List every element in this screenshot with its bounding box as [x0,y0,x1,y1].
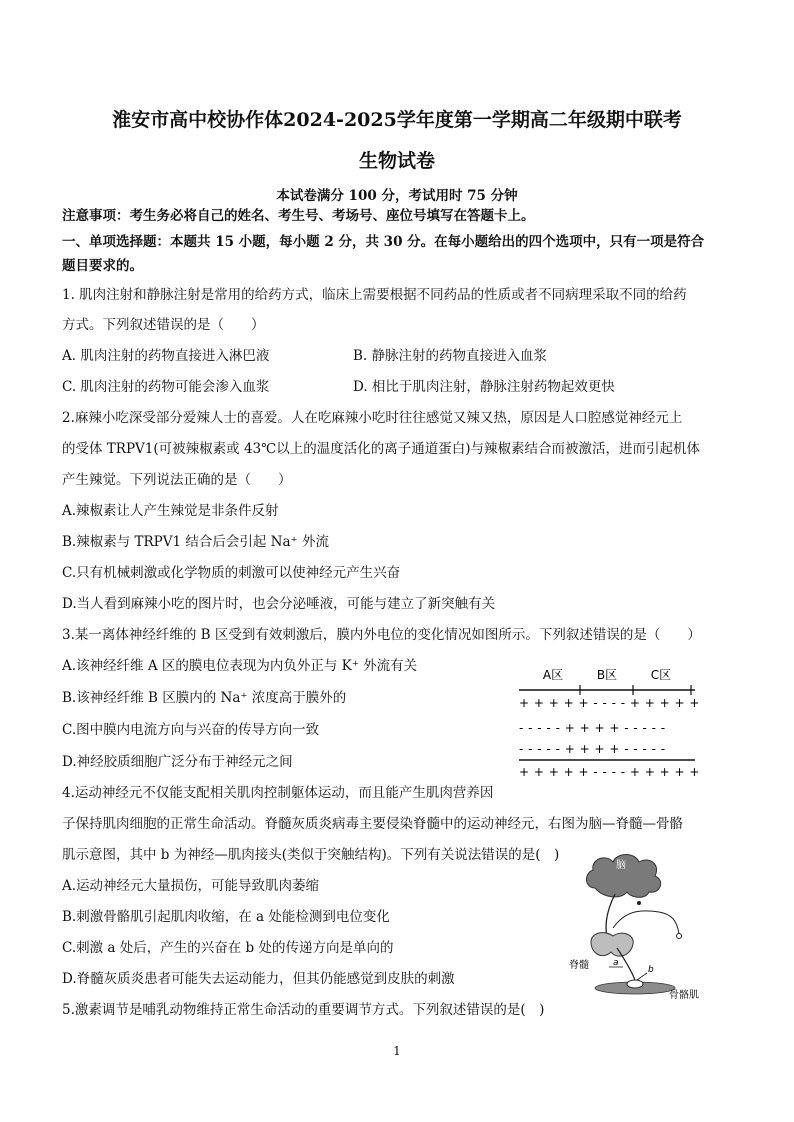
skin-receptor [677,934,682,939]
q1-stem-line2: 方式。下列叙述错误的是（ ） [62,317,265,333]
subject-title: 生物试卷 [358,150,435,172]
nerve-fiber-figure [515,665,700,780]
neuromuscular-junction [627,980,643,988]
spinal-cord-shape [591,933,633,957]
point-b-label: b [648,965,654,975]
brain-label: 脑 [616,860,626,871]
q5-stem-line1: 5.激素调节是哺乳动物维持正常生命活动的重要调节方式。下列叙述错误的是( ) [62,1002,545,1018]
q4-stem-line2: 子保持肌肉细胞的正常生命活动。脊髓灰质炎病毒主要侵染脊髓中的运动神经元，右图为脑—脊髓—骨骼 [62,816,683,832]
charge-row-4: + + + + + - - - - + + + + + [519,765,700,779]
pointer-b [637,973,647,980]
brain-spinal-muscle-figure [555,848,705,1003]
q4-option-b: B.刺激骨骼肌引起肌肉收缩，在 a 处能检测到电位变化 [62,909,390,925]
q2-stem-line1: 2.麻辣小吃深受部分爱辣人士的喜爱。人在吃麻辣小吃时往往感觉又辣又热，原因是人口腔感觉神经元上 [62,410,683,426]
q4-option-a: A.运动神经元大量损伤，可能导致肌肉萎缩 [62,878,320,894]
q1-stem-line1: 1. 肌肉注射和静脉注射是常用的给药方式，临床上需要根据不同药品的性质或者不同病理采取不同的给药 [62,287,687,303]
notice: 注意事项：考生务必将自己的姓名、考生号、考场号、座位号填写在答题卡上。 [62,208,535,224]
charge-row-1: + + + + + - - - - + + + + + [519,696,700,710]
section1-heading-line1: 一、单项选择题：本题共 15 小题，每小题 2 分，共 30 分。在每小题给出的四个选项中，只有一项是符合 [62,234,705,250]
q1-option-c: C. 肌肉注射的药物可能会渗入血浆 [62,379,270,395]
exam-info: 本试卷满分 100 分，考试用时 75 分钟 [276,188,518,204]
q4-option-d: D.脊髓灰质炎患者可能失去运动能力，但其仍能感觉到皮肤的刺激 [62,971,455,987]
ganglion-dot [637,901,641,905]
section1-heading-line2: 题目要求的。 [62,258,143,274]
page-number: 1 [393,1044,401,1058]
q3-option-d: D.神经胶质细胞广泛分布于神经元之间 [62,754,293,770]
q2-stem-line3: 产生辣觉。下列说法正确的是（ ） [62,472,292,488]
spinal-cord-label: 脊髓 [569,960,589,971]
zone-b-label: B区 [596,668,618,682]
q2-option-a: A.辣椒素让人产生辣觉是非条件反射 [62,503,279,519]
q2-stem-line2: 的受体 TRPV1(可被辣椒素或 43℃以上的温度活化的离子通道蛋白)与辣椒素结合而被激活，进而引起机体 [62,441,700,457]
q2-option-d: D.当人看到麻辣小吃的图片时，也会分泌唾液，可能与建立了新突触有关 [62,596,496,612]
zone-c-label: C区 [650,668,672,682]
q1-option-b: B. 静脉注射的药物直接进入血浆 [353,348,548,364]
q2-option-b: B.辣椒素与 TRPV1 结合后会引起 Na⁺ 外流 [62,534,329,550]
q3-stem-line1: 3.某一离体神经纤维的 B 区受到有效刺激后，膜内外电位的变化情况如图所示。下列叙述错误的是（ ） [62,627,701,643]
q3-option-a: A.该神经纤维 A 区的膜电位表现为内负外正与 K⁺ 外流有关 [62,658,418,674]
q4-stem-line3: 肌示意图，其中 b 为神经—肌肉接头(类似于突触结构)。下列有关说法错误的是( ) [62,847,560,863]
point-a-label: a [613,958,619,968]
skeletal-muscle-label: 骨骼肌 [669,990,699,1001]
charge-row-2: - - - - - + + + + - - - - - [519,721,666,735]
q1-option-d: D. 相比于肌肉注射，静脉注射药物起效更快 [353,379,615,395]
zone-a-label: A区 [542,668,564,682]
q3-option-c: C.图中膜内电流方向与兴奋的传导方向一致 [62,722,320,738]
sensory-fiber [613,911,679,934]
q4-stem-line1: 4.运动神经元不仅能支配相关肌肉控制躯体运动，而且能产生肌肉营养因 [62,785,494,801]
q4-option-c: C.刺激 a 处后，产生的兴奋在 b 处的传递方向是单向的 [62,940,394,956]
q1-option-a: A. 肌肉注射的药物直接进入淋巴液 [62,348,270,364]
charge-row-3: - - - - - + + + + - - - - - [519,742,666,756]
q2-option-c: C.只有机械刺激或化学物质的刺激可以使神经元产生兴奋 [62,565,401,581]
exam-title: 淮安市高中校协作体2024-2025学年度第一学期高二年级期中联考 [112,109,682,131]
q3-option-b: B.该神经纤维 B 区膜内的 Na⁺ 浓度高于膜外的 [62,690,347,706]
